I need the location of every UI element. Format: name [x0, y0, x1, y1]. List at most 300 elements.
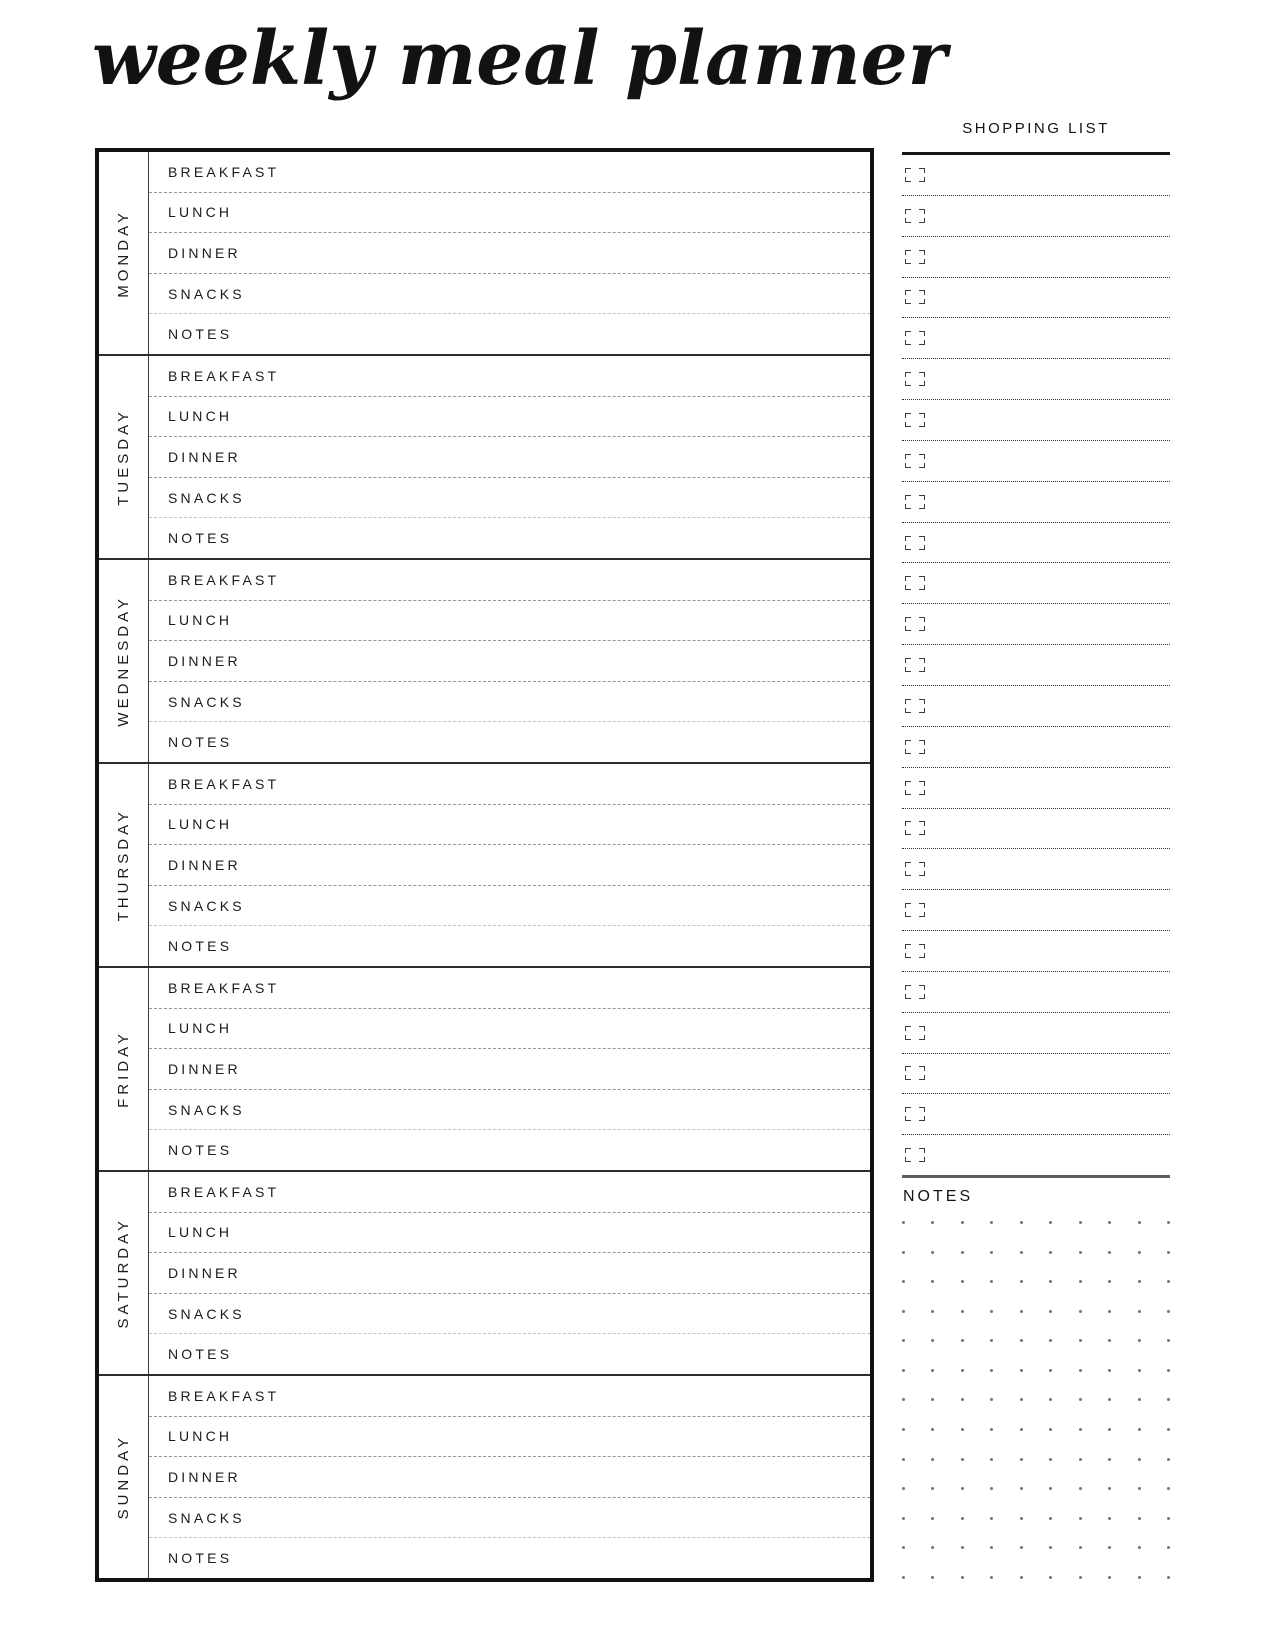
meal-write-in-area — [279, 560, 870, 600]
grid-dot — [1020, 1546, 1023, 1549]
shopping-list-item — [902, 931, 1170, 972]
grid-dot — [902, 1517, 905, 1520]
meal-write-in-area — [279, 152, 870, 192]
grid-dot — [1020, 1458, 1023, 1461]
shopping-item-write-in-area — [925, 482, 1170, 522]
notes-title: NOTES — [903, 1188, 974, 1205]
meal-rows — [149, 1172, 870, 1374]
grid-dot — [1108, 1221, 1111, 1224]
grid-dot — [1167, 1428, 1170, 1431]
meal-row-dinner — [149, 845, 870, 886]
meal-row-label: LUNCH — [168, 204, 233, 221]
meal-row-label: NOTES — [168, 326, 233, 343]
grid-dot — [961, 1339, 964, 1342]
meal-write-in-area — [241, 1253, 870, 1293]
shopping-list-item — [902, 727, 1170, 768]
grid-dot — [990, 1576, 993, 1579]
day-label-cell — [99, 764, 149, 966]
meal-row-snacks — [149, 274, 870, 315]
meal-row-snacks — [149, 1498, 870, 1539]
grid-dot — [931, 1576, 934, 1579]
dot-grid-row — [902, 1546, 1170, 1549]
meal-row-notes — [149, 926, 870, 966]
meal-row-lunch — [149, 397, 870, 438]
grid-dot — [1079, 1280, 1082, 1283]
shopping-list-item — [902, 849, 1170, 890]
meal-rows — [149, 1376, 870, 1578]
meal-row-lunch — [149, 805, 870, 846]
grid-dot — [1138, 1428, 1141, 1431]
day-label: MONDAY — [115, 208, 132, 298]
grid-dot — [902, 1369, 905, 1372]
shopping-item-write-in-area — [925, 278, 1170, 318]
grid-dot — [1049, 1369, 1052, 1372]
checkbox-icon — [905, 495, 925, 509]
grid-dot — [990, 1487, 993, 1490]
dot-grid-row — [902, 1280, 1170, 1283]
meal-write-in-area — [232, 397, 870, 437]
grid-dot — [990, 1398, 993, 1401]
meal-row-label: SNACKS — [168, 1305, 245, 1322]
meal-row-label: DINNER — [168, 1468, 241, 1485]
day-label-cell — [99, 968, 149, 1170]
meal-write-in-area — [232, 805, 870, 845]
grid-dot — [931, 1221, 934, 1224]
grid-dot — [990, 1280, 993, 1283]
grid-dot — [1167, 1576, 1170, 1579]
checkbox-icon — [905, 1066, 925, 1080]
grid-dot — [1020, 1576, 1023, 1579]
grid-dot — [1079, 1576, 1082, 1579]
grid-dot — [902, 1428, 905, 1431]
meal-row-breakfast — [149, 356, 870, 397]
grid-dot — [1108, 1487, 1111, 1490]
meal-rows — [149, 152, 870, 354]
shopping-list-item — [902, 768, 1170, 809]
grid-dot — [1108, 1251, 1111, 1254]
grid-dot — [1108, 1428, 1111, 1431]
grid-dot — [1079, 1428, 1082, 1431]
grid-dot — [1079, 1251, 1082, 1254]
meal-row-label: BREAKFAST — [168, 163, 280, 180]
grid-dot — [931, 1251, 934, 1254]
grid-dot — [1138, 1369, 1141, 1372]
meal-row-breakfast — [149, 764, 870, 805]
grid-dot — [902, 1398, 905, 1401]
grid-dot — [961, 1398, 964, 1401]
shopping-item-write-in-area — [925, 523, 1170, 563]
grid-dot — [1020, 1310, 1023, 1313]
meal-write-in-area — [232, 926, 870, 966]
grid-dot — [1049, 1576, 1052, 1579]
meal-write-in-area — [232, 1334, 870, 1374]
meal-write-in-area — [232, 601, 870, 641]
grid-dot — [1138, 1546, 1141, 1549]
meal-row-label: LUNCH — [168, 1224, 233, 1241]
shopping-item-write-in-area — [925, 359, 1170, 399]
meal-row-label: SNACKS — [168, 1101, 245, 1118]
meal-row-label: LUNCH — [168, 1428, 233, 1445]
shopping-item-write-in-area — [925, 155, 1170, 195]
meal-write-in-area — [245, 1498, 870, 1538]
grid-dot — [1049, 1221, 1052, 1224]
shopping-item-write-in-area — [925, 809, 1170, 849]
meal-row-label: BREAKFAST — [168, 367, 280, 384]
checkbox-icon — [905, 740, 925, 754]
grid-dot — [1167, 1221, 1170, 1224]
grid-dot — [1049, 1517, 1052, 1520]
day-block-saturday — [99, 1172, 870, 1376]
grid-dot — [931, 1517, 934, 1520]
grid-dot — [1020, 1487, 1023, 1490]
shopping-list-title: SHOPPING LIST — [962, 120, 1110, 137]
day-label-cell — [99, 152, 149, 354]
grid-dot — [990, 1428, 993, 1431]
meal-row-notes — [149, 722, 870, 762]
meal-row-breakfast — [149, 968, 870, 1009]
day-label: SATURDAY — [115, 1217, 132, 1329]
grid-dot — [1138, 1251, 1141, 1254]
grid-dot — [902, 1310, 905, 1313]
grid-dot — [1020, 1398, 1023, 1401]
meal-row-label: NOTES — [168, 938, 233, 955]
grid-dot — [1020, 1221, 1023, 1224]
day-label: WEDNESDAY — [115, 595, 132, 727]
grid-dot — [1138, 1576, 1141, 1579]
day-label: FRIDAY — [115, 1030, 132, 1108]
day-label-cell — [99, 560, 149, 762]
day-label-cell — [99, 356, 149, 558]
shopping-item-write-in-area — [925, 645, 1170, 685]
dot-grid-row — [902, 1369, 1170, 1372]
shopping-list-item — [902, 563, 1170, 604]
shopping-list-item — [902, 686, 1170, 727]
grid-dot — [1108, 1517, 1111, 1520]
shopping-list-item — [902, 1135, 1170, 1175]
grid-dot — [990, 1251, 993, 1254]
shopping-list-item — [902, 359, 1170, 400]
meal-write-in-area — [279, 1172, 870, 1212]
dot-grid-row — [902, 1458, 1170, 1461]
meal-row-notes — [149, 1334, 870, 1374]
meal-write-in-area — [241, 437, 870, 477]
shopping-item-write-in-area — [925, 727, 1170, 767]
checkbox-icon — [905, 290, 925, 304]
meal-row-lunch — [149, 1417, 870, 1458]
grid-dot — [1049, 1546, 1052, 1549]
grid-dot — [1020, 1517, 1023, 1520]
shopping-list-item — [902, 196, 1170, 237]
shopping-list-item — [902, 972, 1170, 1013]
meal-write-in-area — [245, 1090, 870, 1130]
shopping-list-item — [902, 441, 1170, 482]
shopping-list-item — [902, 523, 1170, 564]
meal-row-dinner — [149, 233, 870, 274]
checkbox-icon — [905, 617, 925, 631]
grid-dot — [1167, 1251, 1170, 1254]
shopping-item-write-in-area — [925, 196, 1170, 236]
grid-dot — [931, 1369, 934, 1372]
grid-dot — [902, 1576, 905, 1579]
shopping-list-item — [902, 237, 1170, 278]
meal-row-label: BREAKFAST — [168, 775, 280, 792]
grid-dot — [961, 1369, 964, 1372]
checkbox-icon — [905, 372, 925, 386]
meal-row-notes — [149, 1538, 870, 1578]
grid-dot — [1079, 1310, 1082, 1313]
grid-dot — [990, 1517, 993, 1520]
grid-dot — [1138, 1487, 1141, 1490]
checkbox-icon — [905, 985, 925, 999]
meal-row-label: DINNER — [168, 856, 241, 873]
grid-dot — [1108, 1339, 1111, 1342]
grid-dot — [931, 1487, 934, 1490]
shopping-item-write-in-area — [925, 1094, 1170, 1134]
shopping-list-item — [902, 645, 1170, 686]
meal-write-in-area — [232, 518, 870, 558]
meal-row-label: DINNER — [168, 448, 241, 465]
grid-dot — [990, 1458, 993, 1461]
grid-dot — [1167, 1369, 1170, 1372]
grid-dot — [1108, 1546, 1111, 1549]
meal-row-label: SNACKS — [168, 693, 245, 710]
day-block-wednesday — [99, 560, 870, 764]
grid-dot — [961, 1458, 964, 1461]
shopping-list-item — [902, 400, 1170, 441]
meal-row-label: SNACKS — [168, 489, 245, 506]
meal-planner-table — [95, 148, 874, 1582]
meal-row-snacks — [149, 1294, 870, 1335]
checkbox-icon — [905, 454, 925, 468]
dot-grid-row — [902, 1576, 1170, 1579]
grid-dot — [1108, 1280, 1111, 1283]
meal-rows — [149, 560, 870, 762]
checkbox-icon — [905, 658, 925, 672]
meal-row-label: NOTES — [168, 734, 233, 751]
meal-row-dinner — [149, 1049, 870, 1090]
meal-write-in-area — [279, 356, 870, 396]
grid-dot — [990, 1310, 993, 1313]
grid-dot — [1138, 1280, 1141, 1283]
shopping-item-write-in-area — [925, 1013, 1170, 1053]
meal-write-in-area — [232, 1130, 870, 1170]
meal-write-in-area — [245, 274, 870, 314]
grid-dot — [1020, 1428, 1023, 1431]
shopping-list-item — [902, 604, 1170, 645]
meal-write-in-area — [241, 641, 870, 681]
shopping-list-item — [902, 809, 1170, 850]
grid-dot — [1167, 1458, 1170, 1461]
grid-dot — [961, 1221, 964, 1224]
shopping-list-item — [902, 482, 1170, 523]
grid-dot — [1167, 1517, 1170, 1520]
grid-dot — [931, 1458, 934, 1461]
meal-row-snacks — [149, 886, 870, 927]
notes-dot-grid — [902, 1221, 1170, 1579]
grid-dot — [1167, 1487, 1170, 1490]
grid-dot — [961, 1546, 964, 1549]
grid-dot — [1138, 1517, 1141, 1520]
shopping-item-write-in-area — [925, 931, 1170, 971]
checkbox-icon — [905, 168, 925, 182]
meal-row-label: SNACKS — [168, 897, 245, 914]
grid-dot — [990, 1369, 993, 1372]
grid-dot — [961, 1428, 964, 1431]
meal-row-label: BREAKFAST — [168, 571, 280, 588]
grid-dot — [990, 1221, 993, 1224]
meal-row-snacks — [149, 478, 870, 519]
meal-row-label: NOTES — [168, 1550, 233, 1567]
shopping-item-write-in-area — [925, 604, 1170, 644]
meal-row-notes — [149, 314, 870, 354]
meal-row-label: SNACKS — [168, 1509, 245, 1526]
meal-write-in-area — [241, 845, 870, 885]
shopping-list-item — [902, 890, 1170, 931]
meal-row-breakfast — [149, 1172, 870, 1213]
meal-row-label: NOTES — [168, 1346, 233, 1363]
day-block-friday — [99, 968, 870, 1172]
grid-dot — [990, 1339, 993, 1342]
grid-dot — [1079, 1221, 1082, 1224]
grid-dot — [1138, 1310, 1141, 1313]
meal-row-lunch — [149, 193, 870, 234]
meal-write-in-area — [279, 968, 870, 1008]
grid-dot — [1049, 1251, 1052, 1254]
grid-dot — [1049, 1458, 1052, 1461]
shopping-item-write-in-area — [925, 318, 1170, 358]
checkbox-icon — [905, 862, 925, 876]
checkbox-icon — [905, 209, 925, 223]
meal-row-label: BREAKFAST — [168, 1183, 280, 1200]
day-label: SUNDAY — [115, 1434, 132, 1520]
meal-row-label: BREAKFAST — [168, 1387, 280, 1404]
day-block-tuesday — [99, 356, 870, 560]
day-block-monday — [99, 152, 870, 356]
meal-row-snacks — [149, 682, 870, 723]
checkbox-icon — [905, 536, 925, 550]
dot-grid-row — [902, 1517, 1170, 1520]
grid-dot — [1167, 1546, 1170, 1549]
shopping-list-item — [902, 155, 1170, 196]
grid-dot — [1049, 1487, 1052, 1490]
grid-dot — [961, 1487, 964, 1490]
grid-dot — [1108, 1458, 1111, 1461]
shopping-item-write-in-area — [925, 1135, 1170, 1175]
meal-write-in-area — [245, 886, 870, 926]
meal-rows — [149, 764, 870, 966]
meal-row-breakfast — [149, 560, 870, 601]
grid-dot — [990, 1546, 993, 1549]
shopping-item-write-in-area — [925, 890, 1170, 930]
dot-grid-row — [902, 1251, 1170, 1254]
grid-dot — [1020, 1339, 1023, 1342]
meal-row-label: DINNER — [168, 1264, 241, 1281]
shopping-list-item — [902, 278, 1170, 319]
grid-dot — [931, 1310, 934, 1313]
grid-dot — [961, 1280, 964, 1283]
shopping-item-write-in-area — [925, 237, 1170, 277]
grid-dot — [931, 1398, 934, 1401]
grid-dot — [1108, 1369, 1111, 1372]
grid-dot — [1079, 1339, 1082, 1342]
grid-dot — [1108, 1576, 1111, 1579]
meal-write-in-area — [279, 764, 870, 804]
shopping-item-write-in-area — [925, 768, 1170, 808]
meal-row-label: NOTES — [168, 1142, 233, 1159]
dot-grid-row — [902, 1310, 1170, 1313]
checkbox-icon — [905, 944, 925, 958]
grid-dot — [902, 1251, 905, 1254]
meal-write-in-area — [232, 193, 870, 233]
grid-dot — [902, 1280, 905, 1283]
grid-dot — [1108, 1310, 1111, 1313]
grid-dot — [961, 1576, 964, 1579]
grid-dot — [961, 1251, 964, 1254]
meal-row-breakfast — [149, 152, 870, 193]
grid-dot — [931, 1428, 934, 1431]
checkbox-icon — [905, 250, 925, 264]
meal-row-notes — [149, 518, 870, 558]
meal-write-in-area — [241, 1049, 870, 1089]
meal-write-in-area — [232, 314, 870, 354]
shopping-item-write-in-area — [925, 686, 1170, 726]
meal-row-label: DINNER — [168, 652, 241, 669]
meal-row-dinner — [149, 1253, 870, 1294]
grid-dot — [1079, 1517, 1082, 1520]
checkbox-icon — [905, 576, 925, 590]
meal-write-in-area — [232, 1538, 870, 1578]
meal-row-breakfast — [149, 1376, 870, 1417]
meal-write-in-area — [245, 1294, 870, 1334]
meal-write-in-area — [232, 1417, 870, 1457]
shopping-item-write-in-area — [925, 849, 1170, 889]
grid-dot — [1167, 1310, 1170, 1313]
meal-row-label: LUNCH — [168, 1020, 233, 1037]
grid-dot — [931, 1339, 934, 1342]
meal-write-in-area — [245, 478, 870, 518]
dot-grid-row — [902, 1339, 1170, 1342]
meal-rows — [149, 356, 870, 558]
dot-grid-row — [902, 1428, 1170, 1431]
meal-row-label: SNACKS — [168, 285, 245, 302]
checkbox-icon — [905, 1148, 925, 1162]
day-label-cell — [99, 1376, 149, 1578]
meal-write-in-area — [232, 1213, 870, 1253]
grid-dot — [1049, 1339, 1052, 1342]
day-block-sunday — [99, 1376, 870, 1578]
dot-grid-row — [902, 1221, 1170, 1224]
grid-dot — [1049, 1310, 1052, 1313]
meal-row-lunch — [149, 1009, 870, 1050]
day-label: THURSDAY — [115, 808, 132, 922]
grid-dot — [1020, 1369, 1023, 1372]
checkbox-icon — [905, 1107, 925, 1121]
meal-write-in-area — [241, 1457, 870, 1497]
meal-row-lunch — [149, 601, 870, 642]
grid-dot — [931, 1280, 934, 1283]
grid-dot — [902, 1339, 905, 1342]
grid-dot — [1079, 1398, 1082, 1401]
grid-dot — [1049, 1428, 1052, 1431]
checkbox-icon — [905, 331, 925, 345]
shopping-list-item — [902, 1054, 1170, 1095]
shopping-item-write-in-area — [925, 972, 1170, 1012]
shopping-list-item — [902, 1013, 1170, 1054]
checkbox-icon — [905, 699, 925, 713]
shopping-item-write-in-area — [925, 563, 1170, 603]
grid-dot — [1020, 1251, 1023, 1254]
grid-dot — [1167, 1398, 1170, 1401]
